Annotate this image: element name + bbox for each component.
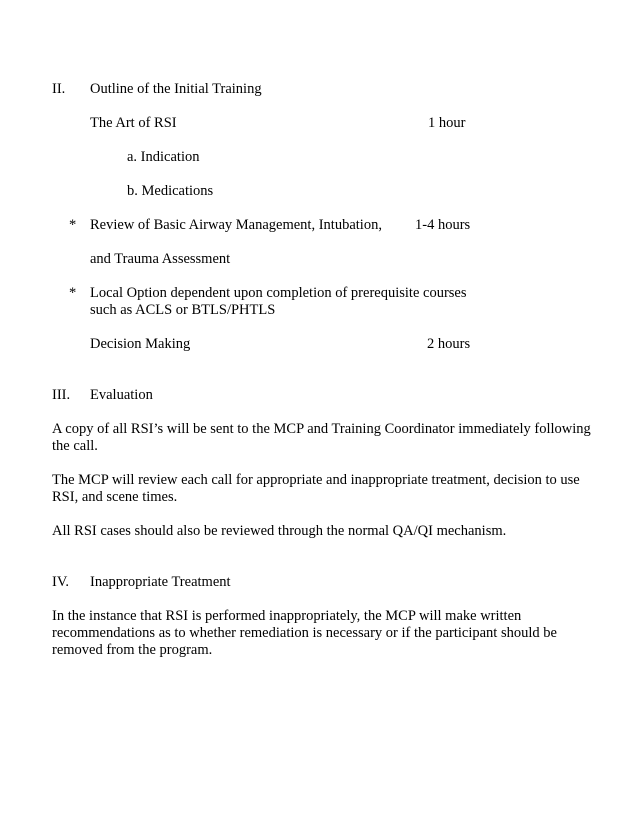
section-numeral: II. bbox=[52, 81, 66, 97]
paragraph: All RSI cases should also be reviewed through the normal QA/QI mechanism. bbox=[52, 523, 507, 539]
paragraph: The MCP will review each call for appropriate and inappropriate treatment, decision to use RSI, and scene times. bbox=[52, 472, 580, 505]
bullet-marker: * bbox=[69, 285, 77, 301]
section-numeral: IV. bbox=[52, 574, 70, 590]
section-heading: Evaluation bbox=[90, 387, 153, 403]
section-heading: Inappropriate Treatment bbox=[90, 574, 231, 590]
outline-item-label: and Trauma Assessment bbox=[90, 251, 231, 267]
outline-item-label: The Art of RSI bbox=[90, 115, 177, 131]
section-numeral: III. bbox=[52, 387, 71, 403]
outline-subitem: b. Medications bbox=[127, 183, 214, 199]
outline-subitem: a. Indication bbox=[127, 149, 200, 165]
section-heading: Outline of the Initial Training bbox=[90, 81, 262, 97]
bullet-marker: * bbox=[69, 217, 77, 233]
paragraph: A copy of all RSI’s will be sent to the MCP and Training Coordinator immediately following the call. bbox=[52, 421, 591, 454]
outline-item-duration: 1 hour bbox=[428, 115, 466, 131]
paragraph: In the instance that RSI is performed inappropriately, the MCP will make written recommendations as to whether remediation is necessary or if the participant should be removed from the program. bbox=[52, 608, 557, 658]
outline-item-duration: 2 hours bbox=[427, 336, 471, 352]
outline-item-label: Local Option dependent upon completion of prerequisite courses bbox=[90, 285, 467, 301]
outline-item-label: such as ACLS or BTLS/PHTLS bbox=[90, 302, 276, 318]
outline-item-label: Review of Basic Airway Management, Intubation, bbox=[90, 217, 382, 233]
outline-item-label: Decision Making bbox=[90, 336, 191, 352]
outline-item-duration: 1-4 hours bbox=[415, 217, 471, 233]
